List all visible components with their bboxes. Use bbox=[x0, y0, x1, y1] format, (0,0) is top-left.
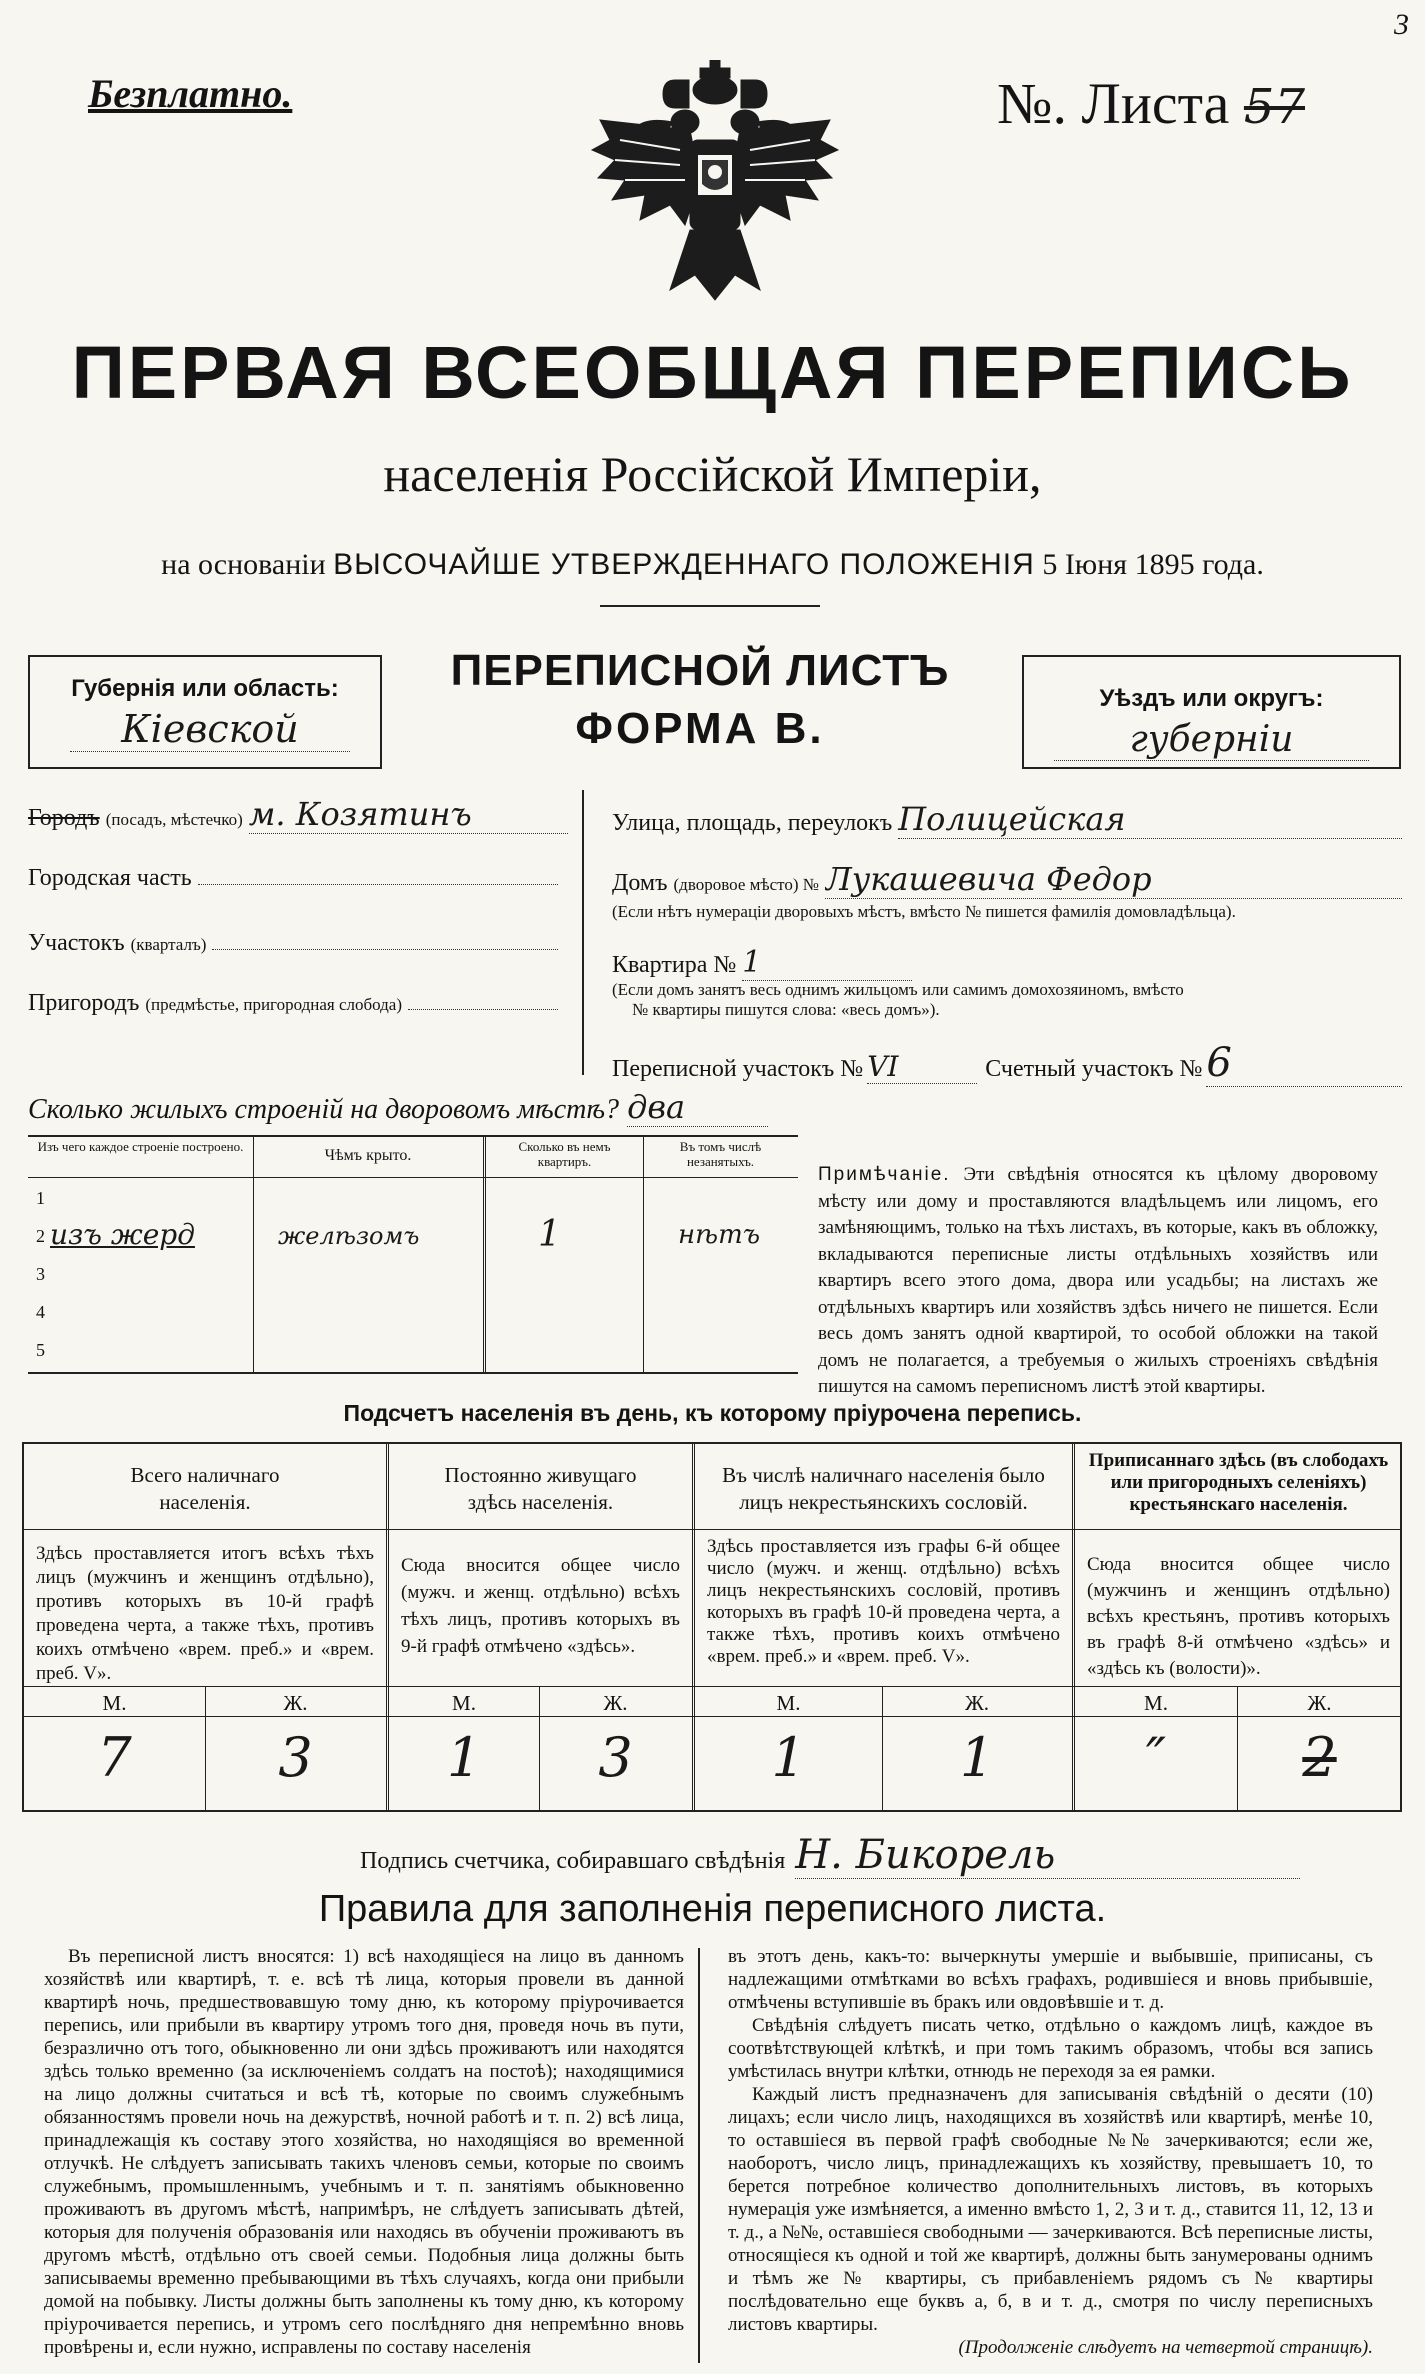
col-material-header: Изъ чего каждое строеніе построено. bbox=[37, 1139, 244, 1154]
col-apts-header: Сколько въ немъ квартиръ. bbox=[518, 1139, 611, 1169]
vacant-value[interactable]: нѣтъ bbox=[678, 1220, 761, 1250]
rules-heading: Правила для заполненія переписного листа. bbox=[318, 1888, 1107, 1930]
count-m-label: М. bbox=[452, 1691, 476, 1715]
street-label: Улица, площадь, переулокъ bbox=[612, 810, 893, 836]
apartment-note-2: № квартиры пишутся слова: «весь домъ»). bbox=[632, 1000, 940, 1019]
nonpeasant-male-value[interactable]: 1 bbox=[771, 1726, 806, 1789]
count-m-label: М. bbox=[102, 1691, 127, 1715]
rules-right-para-2: Свѣдѣнія слѣдуетъ писать четко, отдѣльно о каждомъ лицѣ, каждое въ соотвѣтствующей клѣткѣ, и при томъ такимъ образомъ, чтобы вся запись умѣстилась внутри клѣтки, отнюдь не переходя за ея рамки. bbox=[728, 2015, 1373, 2082]
form-title-block bbox=[380, 640, 1020, 770]
count-area-value[interactable]: 6 bbox=[1206, 1040, 1402, 1087]
col-roof-header: Чѣмъ крыто. bbox=[324, 1147, 412, 1164]
district-label: Городская часть bbox=[28, 865, 192, 891]
uezd-value[interactable]: губерніи bbox=[1054, 719, 1369, 761]
rules-left-column: Въ переписной листъ вносятся: 1) всѣ находящіеся на лицо въ данномъ хозяйствѣ или квартирѣ, т. е. всѣ тѣ лица, которыя провели въ данной квартирѣ ночь, предшествовавшую тому дню, къ которому пріурочивается перепись, или прибыли въ квартиру утромъ того дня, проведя ночь въ пути, безразлично отъ того, обыкновенно ли они здѣсь проживаютъ или находятся здѣсь только временно (за исключеніемъ солдатъ на постоѣ); находящимися на лицо должны считаться и всѣ тѣ, которые по своимъ служебнымъ обязанностямъ провели ночь на дежурствѣ, ночной работѣ и т. п. 2) всѣ лица, принадлежащія къ составу этого хозяйства, но находящіяся во временной отлучкѣ. Не слѣдуетъ записывать такихъ членовъ семьи, которые по своимъ служебнымъ, промышленнымъ, учебнымъ и т. п. занятіямъ обыкновенно проживаютъ въ другомъ мѣстѣ, напримѣръ, не слѣдуетъ записывать дѣтей, которыя для полученія образованія или находясь въ обученіи проживаютъ въ другомъ мѣстѣ, отдѣльно отъ своей семьи. Подобныя лица должны быть записываемы временно пребывающими въ тѣхъ случаяхъ, когда они прибыли домой на побывку. Листы должны быть заполнены къ тому дню, къ которому пріурочивается перепись, и утромъ сего послѣдняго дня непремѣнно вновь провѣрены и, если нужно, исправлены по составу населенія bbox=[44, 1946, 684, 2358]
count-col-total-text: Здѣсь проставляется итогъ всѣхъ тѣхъ лицъ (мужчинъ и женщинъ отдѣльно), противъ которыхъ въ 10-й графѣ проведена черта, а также тѣхъ, противъ коихъ отмѣчено «врем. преб.» и «врем. преб. V». bbox=[36, 1543, 374, 1684]
col-vacant-header: Въ томъ числѣ незанятыхъ. bbox=[679, 1139, 762, 1169]
count-col-permanent-text: Сюда вносится общее число (мужч. и женщ. отдѣльно) всѣхъ тѣхъ лицъ, противъ которыхъ въ 9-й графѣ отмѣчено «здѣсь». bbox=[401, 1555, 680, 1657]
gubernia-value[interactable]: Кіевской bbox=[70, 707, 350, 752]
table-row: 3 bbox=[36, 1264, 45, 1284]
buildings-answer[interactable]: два bbox=[627, 1088, 768, 1127]
precinct-label: Участокъ bbox=[28, 930, 125, 956]
apartment-field bbox=[612, 945, 912, 981]
buildings-question bbox=[28, 1088, 768, 1127]
count-f-label: Ж. bbox=[283, 1691, 308, 1715]
rules-right-para-1: въ этотъ день, какъ-то: вычеркнуты умершіе и выбывшіе, приписаны, съ надлежащими отмѣтками во всѣхъ графахъ, родившіеся и вновь прибывшіе, отмѣчены вступившіе въ бракъ или овдовѣвшіе и т. д. bbox=[728, 1946, 1373, 2013]
peasant-male-value[interactable]: ″ bbox=[1145, 1726, 1167, 1789]
roof-value[interactable]: желѣзомъ bbox=[278, 1222, 420, 1250]
title-divider bbox=[600, 605, 820, 607]
count-f-label: Ж. bbox=[964, 1691, 990, 1715]
house-label: Домъ bbox=[612, 870, 668, 896]
suburb-value[interactable] bbox=[408, 985, 558, 1010]
sheet-number bbox=[997, 70, 1305, 137]
apartment-note-1: (Если домъ занятъ весь однимъ жильцомъ или самимъ домохозяиномъ, вмѣсто bbox=[612, 980, 1184, 999]
census-area-label: Переписной участокъ № bbox=[612, 1056, 864, 1082]
district-value[interactable] bbox=[198, 860, 558, 885]
form-type: ФОРМА В. bbox=[575, 704, 825, 753]
basis-prefix: на основаніи bbox=[161, 548, 326, 581]
district-field bbox=[28, 860, 558, 892]
uezd-label: Уѣздъ или округъ: bbox=[1099, 685, 1324, 712]
buildings-table bbox=[28, 1135, 798, 1374]
city-value[interactable]: м. Козятинъ bbox=[249, 795, 568, 834]
basis-date: 5 Іюня 1895 года. bbox=[1042, 548, 1264, 581]
census-area-value[interactable]: VI bbox=[867, 1050, 977, 1084]
rules-right-column bbox=[728, 1945, 1373, 2359]
rules-divider bbox=[698, 1948, 700, 2363]
buildings-rows bbox=[28, 1180, 798, 1370]
gubernia-box bbox=[28, 655, 382, 769]
note-text: Эти свѣдѣнія относятся къ цѣлому дворовому мѣсту или дому и проставляются владѣльцемъ или лицомъ, его замѣняющимъ, только на тѣхъ листахъ, въ которые, какъ въ обложку, вкладываются переписные листы отдѣльныхъ хозяйствъ или квартиръ всего этого дома, двора или усадьбы; на листахъ же отдѣльныхъ квартиръ или хозяйствъ здѣсь ничего не пишется. Если весь домъ занятъ одной квартирой, то особой обложки на такой домъ не полагается, а требуемыя о жилыхъ строеніяхъ свѣдѣнія пишутся на самомъ переписномъ листѣ этой квартиры. bbox=[818, 1164, 1378, 1397]
house-hint: (дворовое мѣсто) № bbox=[673, 875, 820, 894]
apartment-value[interactable]: 1 bbox=[742, 945, 912, 981]
census-basis bbox=[0, 548, 1425, 582]
suburb-hint: (предмѣстье, пригородная слобода) bbox=[145, 995, 403, 1014]
count-heading: Подсчетъ населенія въ день, къ которому пріурочена перепись. bbox=[343, 1400, 1082, 1426]
table-row: 2 изъ жерд желѣзомъ 1 нѣтъ bbox=[36, 1214, 761, 1255]
count-col-peasant-text: Сюда вносится общее число (мужчинъ и женщинъ отдѣльно) всѣхъ крестьянъ, противъ которыхъ въ графѣ 8-й отмѣчено «здѣсь» и «здѣсь къ (волости)». bbox=[1087, 1554, 1390, 1679]
precinct-value[interactable] bbox=[212, 925, 558, 950]
street-value[interactable]: Полицейская bbox=[898, 800, 1402, 839]
table-row: 5 bbox=[36, 1340, 45, 1360]
census-subtitle: населенія Россійской Имперіи, bbox=[383, 446, 1042, 502]
basis-decree: ВЫСОЧАЙШЕ УТВЕРЖДЕННАГО ПОЛОЖЕНІЯ bbox=[333, 548, 1035, 581]
total-female-value[interactable]: 3 bbox=[278, 1726, 313, 1789]
signature-label: Подпись счетчика, собиравшаго свѣдѣнія bbox=[360, 1848, 786, 1874]
peasant-female-value[interactable]: 2 bbox=[1302, 1726, 1337, 1789]
gubernia-label: Губернія или область: bbox=[71, 675, 339, 702]
house-note: (Если нѣтъ нумераціи дворовыхъ мѣстъ, вмѣсто № пишется фамилія домовладѣльца). bbox=[612, 902, 1236, 921]
free-label: Безплатно. bbox=[88, 71, 293, 116]
material-value[interactable]: изъ жерд bbox=[50, 1218, 195, 1251]
count-area-label: Счетный участокъ № bbox=[985, 1056, 1203, 1082]
street-field bbox=[612, 800, 1402, 839]
precinct-field bbox=[28, 925, 558, 957]
city-field bbox=[28, 795, 568, 834]
house-value[interactable]: Лукашевича Федор bbox=[825, 860, 1402, 899]
page-number: 3 bbox=[1394, 8, 1409, 41]
count-col-nonpeasant-text: Здѣсь проставляется изъ графы 6-й общее число (мужч. и женщ. отдѣльно) всѣхъ лицъ некрестьянскихъ сословій, противъ которыхъ въ графѣ 10-й проведена черта, а также тѣхъ, противъ коихъ отмѣчено «врем. преб.» и «врем. преб. V». bbox=[707, 1536, 1060, 1667]
suburb-field bbox=[28, 985, 558, 1017]
permanent-male-value[interactable]: 1 bbox=[446, 1726, 482, 1789]
census-title: ПЕРВАЯ ВСЕОБЩАЯ ПЕРЕПИСЬ bbox=[71, 331, 1354, 414]
table-row: 4 bbox=[36, 1302, 45, 1322]
note bbox=[818, 1162, 1378, 1401]
city-hint: (посадъ, мѣстечко) bbox=[105, 810, 243, 829]
rules-continued: (Продолженіе слѣдуетъ на четвертой страницѣ). bbox=[958, 2337, 1373, 2358]
count-f-label: Ж. bbox=[1307, 1691, 1332, 1715]
nonpeasant-female-value[interactable]: 1 bbox=[959, 1726, 995, 1789]
suburb-label: Пригородъ bbox=[28, 990, 140, 1016]
total-male-value[interactable]: 7 bbox=[97, 1726, 132, 1789]
sheet-number-label: №. Листа bbox=[997, 71, 1230, 136]
count-m-label: М. bbox=[776, 1691, 801, 1715]
count-f-label: Ж. bbox=[603, 1691, 628, 1715]
imperial-eagle-emblem bbox=[590, 60, 840, 305]
uezd-box bbox=[1022, 655, 1401, 769]
sheet-number-value: 57 bbox=[1243, 79, 1305, 135]
apts-value[interactable]: 1 bbox=[538, 1214, 561, 1255]
address-divider bbox=[582, 790, 584, 1075]
rules-right-para-3: Каждый листъ предназначенъ для записыванія свѣдѣній о десяти (10) лицахъ; если число лицъ, находящихся въ хозяйствѣ или квартирѣ, менѣе 10, то оставшіеся въ первой графѣ свободные №№ зачеркиваются; если же, наоборотъ, число лицъ, принадлежащихъ къ хозяйству, превышаетъ 10, то берется потребное количество дополнительныхъ листовъ, въ которыхъ нумерація уже измѣняется, а именно вмѣсто 1, 2, 3 и т. д., ставится 11, 12, 13 и т. д., а №№, оставшіеся свободными — зачеркиваются. Всѣ переписные листы, относящіеся къ одной и той же квартирѣ, должны быть занумерованы однимъ и тѣмъ же № квартиры, съ прибавленіемъ рядомъ съ № квартиры послѣдовательно еще буквъ а, б, в и т. д., смотря по числу переписныхъ листовъ квартиры. bbox=[728, 2084, 1373, 2335]
count-col-nonpeasant-title: Въ числѣ наличнаго населенія было лицъ некрестьянскихъ сословій. bbox=[722, 1463, 1045, 1514]
house-field bbox=[612, 860, 1402, 899]
buildings-question-label: Сколько жилыхъ строеній на дворовомъ мѣстѣ? bbox=[28, 1094, 620, 1125]
census-area-field bbox=[612, 1040, 1402, 1087]
city-label: Городъ bbox=[28, 805, 100, 831]
permanent-female-value[interactable]: 3 bbox=[598, 1726, 633, 1789]
count-col-permanent-title: Постоянно живущаго здѣсь населенія. bbox=[444, 1463, 637, 1514]
note-heading: Примѣчаніе. bbox=[818, 1164, 951, 1185]
count-table bbox=[22, 1442, 1402, 1812]
signature-value[interactable]: Н. Бикорель bbox=[795, 1832, 1300, 1879]
table-row: 1 bbox=[36, 1188, 45, 1208]
form-title: ПЕРЕПИСНОЙ ЛИСТЪ bbox=[450, 646, 950, 695]
count-col-total-title: Всего наличнаго населенія. bbox=[130, 1463, 280, 1514]
count-m-label: М. bbox=[1144, 1691, 1168, 1715]
count-col-peasant-title: Приписаннаго здѣсь (въ слободахъ или пригородныхъ селеніяхъ) крестьянскаго населенія. bbox=[1088, 1450, 1389, 1515]
signature-field bbox=[360, 1832, 1300, 1879]
apartment-label: Квартира № bbox=[612, 952, 737, 978]
precinct-hint: (кварталъ) bbox=[130, 935, 207, 954]
